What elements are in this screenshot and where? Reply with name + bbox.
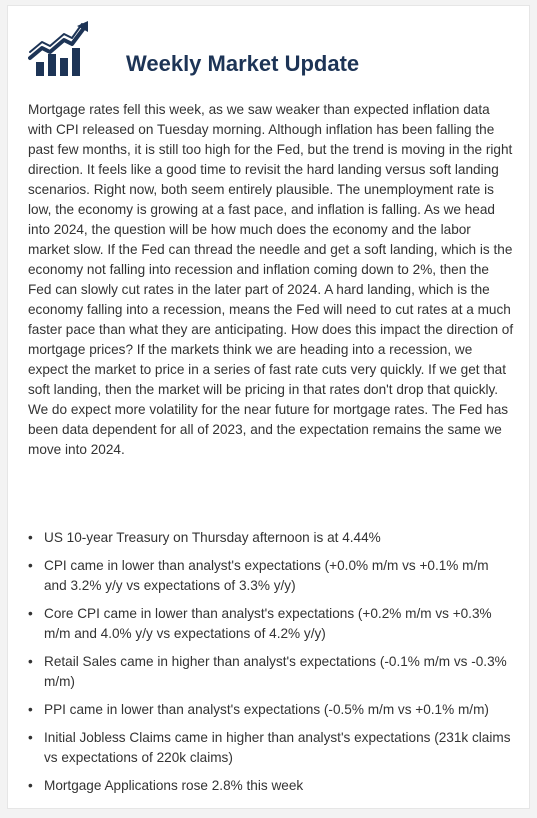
bullet-icon: • bbox=[28, 730, 33, 745]
bullet-icon: • bbox=[28, 654, 33, 669]
bullet-icon: • bbox=[28, 558, 33, 573]
bullet-icon: • bbox=[28, 606, 33, 621]
list-item bbox=[28, 528, 514, 548]
list-item bbox=[28, 556, 514, 596]
list-item bbox=[28, 776, 514, 796]
market-update-card bbox=[7, 5, 530, 809]
bullet-icon: • bbox=[28, 778, 33, 793]
list-item bbox=[28, 652, 514, 692]
rising-chart-icon bbox=[28, 20, 90, 78]
header bbox=[8, 6, 529, 86]
list-item-text: CPI came in lower than analyst's expectations (+0.0% m/m vs +0.1% m/m and 3.2% y/y vs expectations of 3.3% y/y) bbox=[44, 558, 489, 593]
market-highlights-list bbox=[28, 528, 514, 804]
list-item bbox=[28, 728, 514, 768]
list-item-text: US 10-year Treasury on Thursday afternoon is at 4.44% bbox=[44, 530, 381, 545]
list-item-text: PPI came in lower than analyst's expectations (-0.5% m/m vs +0.1% m/m) bbox=[44, 702, 489, 717]
page-title: Weekly Market Update bbox=[126, 51, 360, 76]
list-item-text: Core CPI came in lower than analyst's expectations (+0.2% m/m vs +0.3% m/m and 4.0% y/y vs expectations of 4.2% y/y) bbox=[44, 606, 492, 641]
list-item bbox=[28, 700, 514, 720]
market-commentary-paragraph: Mortgage rates fell this week, as we saw weaker than expected inflation data with CPI released on Tuesday morning. Although inflation has been falling the past few months, it is still too high for the Fed, but the trend is moving in the right direction. It feels like a good time to revisit the hard landing versus soft landing scenarios. Right now, both seem entirely plausible. The unemployment rate is low, the economy is growing at a fast pace, and inflation is falling. As we head into 2024, the question will be how much does the economy and the labor market slow. If the Fed can thread the needle and get a soft landing, which is the economy not falling into recession and inflation coming down to 2%, then the Fed can slowly cut rates in the later part of 2024. A hard landing, which is the economy falling into a recession, means the Fed will need to cut rates at a much faster pace than what they are anticipating. How does this impact the direction of mortgage prices? If the markets think we are heading into a recession, we expect the market to price in a series of fast rate cuts very quickly. If we get that soft landing, then the market will be pricing in that rates don't drop that quickly. We do expect more volatility for the near future for mortgage rates. The Fed has been data dependent for all of 2023, and the expectation remains the same we move into 2024. bbox=[28, 102, 514, 457]
bullet-icon: • bbox=[28, 702, 33, 717]
list-item-text: Mortgage Applications rose 2.8% this week bbox=[44, 778, 304, 793]
list-item-text: Retail Sales came in higher than analyst's expectations (-0.1% m/m vs -0.3% m/m) bbox=[44, 654, 507, 689]
list-item bbox=[28, 604, 514, 644]
bullet-icon: • bbox=[28, 530, 33, 545]
list-item-text: Initial Jobless Claims came in higher than analyst's expectations (231k claims vs expectations of 220k claims) bbox=[44, 730, 511, 765]
